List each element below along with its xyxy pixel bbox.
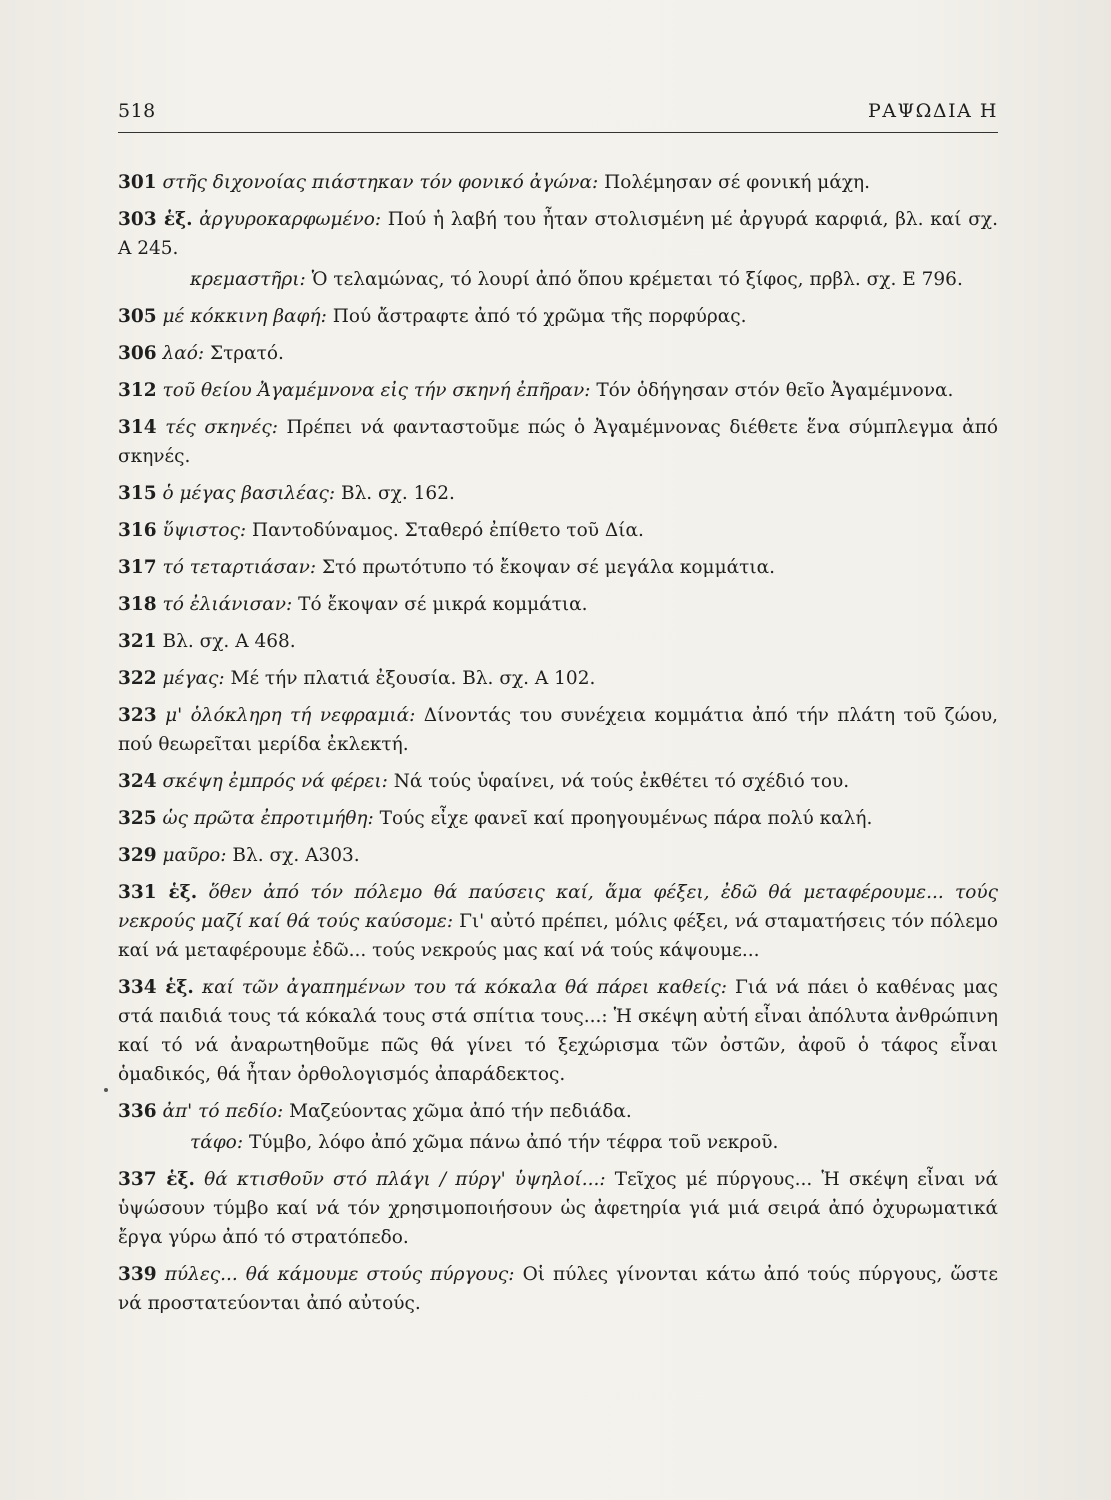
note-324 [118,767,998,796]
note-number: 316 [118,520,157,541]
note-number: 305 [118,306,157,327]
note-text: Ὁ τελαμώνας, τό λουρί ἀπό ὅπου κρέμεται τό ξίφος, πρβλ. σχ. Ε 796. [305,269,963,290]
commentary-notes [118,168,998,1326]
note-317 [118,553,998,582]
note-number: 322 [118,668,157,689]
note-text: Πρέπει νά φανταστοῦμε πώς ὁ Ἀγαμέμνονας διέθετε ἕνα σύμπλεγμα ἀπό σκηνές. [118,417,999,467]
note-lemma: μαῦρο: [162,845,227,866]
note-315 [118,479,998,508]
note-322 [118,664,998,693]
note-text: Οἱ πύλες γίνονται κάτω ἀπό τούς πύργους, ὥστε νά προστατεύονται ἀπό αὐτούς. [118,1264,999,1314]
note-331 [118,878,998,965]
note-lemma: μέ κόκκινη βαφή: [162,306,327,327]
note-number: 312 [118,380,157,401]
note-number: 331 ἑξ. [118,882,198,903]
note-text: Πολέμησαν σέ φονική μάχη. [598,172,870,193]
note-316 [118,516,998,545]
note-lemma: ὁ μέγας βασιλέας: [162,483,336,504]
note-text: Βλ. σχ. 162. [335,483,455,504]
note-lemma: μ' ὁλόκληρη τή νεφραμιά: [165,705,416,726]
note-text: Δίνοντάς του συνέχεια κομμάτια ἀπό τήν πλάτη τοῦ ζώου, πού θεωρεῖται μερίδα ἐκλεκτή. [118,705,998,755]
note-321 [118,627,998,656]
note-text: Παντοδύναμος. Σταθερό ἐπίθετο τοῦ Δία. [246,520,644,541]
note-text: Τό ἔκοψαν σέ μικρά κομμάτια. [292,594,588,615]
note-number: 325 [118,808,157,829]
note-312 [118,376,998,405]
note-number: 339 [118,1264,157,1285]
note-303 [118,205,998,263]
note-number: 315 [118,483,157,504]
note-text: Γι' αὐτό πρέπει, μόλις φέξει, νά σταματήσεις τόν πόλεμο καί νά μεταφέρουμε ἐδῶ... τούς νεκρούς μας καί νά τούς κάψουμε... [118,911,998,961]
note-323 [118,701,998,759]
note-number: 318 [118,594,157,615]
note-lemma: στῆς διχονοίας πιάστηκαν τόν φονικό ἀγώνα: [162,172,599,193]
note-lemma: ὡς πρῶτα ἐπροτιμήθη: [162,808,374,829]
note-number: 306 [118,343,157,364]
note-text: Μέ τήν πλατιά ἐξουσία. Βλ. σχ. Α 102. [224,668,596,689]
note-text: Στρατό. [204,343,284,364]
note-lemma: τό τεταρτιάσαν: [162,557,317,578]
note-text: Βλ. σχ. Α 468. [162,631,296,652]
note-lemma: τοῦ θείου Ἀγαμέμνονα εἰς τήν σκηνή ἐπῆραν: [162,380,591,401]
note-339 [118,1260,998,1318]
note-lemma: θά κτισθοῦν στό πλάγι / πύργ' ὑψηλοί...: [204,1169,606,1190]
note-number: 314 [118,417,157,438]
note-text: Μαζεύοντας χῶμα ἀπό τήν πεδιάδα. [283,1101,632,1122]
note-305 [118,302,998,331]
note-301 [118,168,998,197]
note-336-sub [118,1128,998,1157]
note-lemma: τό ἐλιάνισαν: [162,594,293,615]
page-number: 518 [118,100,156,122]
note-lemma: μέγας: [162,668,225,689]
note-lemma: κρεμαστῆρι: [190,269,306,290]
note-text: Πού ἄστραφτε ἀπό τό χρῶμα τῆς πορφύρας. [326,306,747,327]
note-lemma: πύλες... θά κάμουμε στούς πύργους: [164,1264,515,1285]
note-314 [118,413,998,471]
note-text: Στό πρωτότυπο τό ἔκοψαν σέ μεγάλα κομμάτια. [316,557,775,578]
note-318 [118,590,998,619]
note-303-sub [118,265,998,294]
note-text: Τούς εἶχε φανεῖ καί προηγουμένως πάρα πολύ καλή. [373,808,873,829]
note-text: Νά τούς ὑφαίνει, νά τούς ἐκθέτει τό σχέδιό του. [387,771,850,792]
note-number: 336 [118,1101,157,1122]
note-lemma: καί τῶν ἀγαπημένων του τά κόκαλα θά πάρει καθείς: [201,977,727,998]
note-text: Γιά νά πάει ὁ καθένας μας στά παιδιά τους τά κόκαλά τους στά σπίτια τους...: Ἡ σκέψη αὐτή εἶναι ἀπόλυτα ἀνθρώπινη καί τό νά ἀναρωτηθοῦμε πῶς θά γίνει τό ξεχώρισμα τῶν ὀστῶν, ἀφοῦ ὁ τάφος εἶναι ὁμαδικός, θά ἦταν ὀρθολογισμός ἀπαράδεκτος. [118,977,998,1085]
page-header [118,100,998,133]
note-number: 301 [118,172,157,193]
note-number: 329 [118,845,157,866]
note-text: Βλ. σχ. Α303. [226,845,360,866]
note-329 [118,841,998,870]
note-number: 323 [118,705,157,726]
note-text: Τεῖχος μέ πύργους... Ἡ σκέψη εἶναι νά ὑψώσουν τύμβο καί νά τόν χρησιμοποιήσουν ὡς ἀφετηρία γιά μιά σειρά ἀπό ὀχυρωματικά ἔργα γύρω ἀπό τό στρατόπεδο. [118,1169,998,1248]
note-334 [118,973,998,1089]
note-text: Τόν ὁδήγησαν στόν θεῖο Ἀγαμέμνονα. [590,380,954,401]
note-lemma: σκέψη ἐμπρός νά φέρει: [162,771,388,792]
note-lemma: ἀπ' τό πεδίο: [162,1101,284,1122]
note-number: 317 [118,557,157,578]
note-number: 324 [118,771,157,792]
note-337 [118,1165,998,1252]
print-speck [104,1088,108,1092]
chapter-title: ΡΑΨΩΔΙΑ Η [868,100,998,122]
note-lemma: ἀργυροκαρφωμένο: [199,209,382,230]
note-number: 303 ἑξ. [118,209,193,230]
note-text: Τύμβο, λόφο ἀπό χῶμα πάνω ἀπό τήν τέφρα τοῦ νεκροῦ. [243,1132,779,1153]
note-number: 334 ἑξ. [118,977,194,998]
note-text: Πού ἡ λαβή του ἦταν στολισμένη μέ ἀργυρά καρφιά, βλ. καί σχ. Α 245. [118,209,998,259]
note-lemma: τάφο: [190,1132,244,1153]
note-number: 321 [118,631,157,652]
note-325 [118,804,998,833]
note-lemma: τές σκηνές: [165,417,278,438]
note-lemma: ὕψιστος: [162,520,247,541]
note-lemma: ὅθεν ἀπό τόν πόλεμο θά παύσεις καί, ἅμα φέξει, ἐδῶ θά μεταφέρουμε... τούς νεκρούς μαζί καί θά τούς καύσομε: [118,882,999,932]
note-number: 337 ἑξ. [118,1169,195,1190]
note-336 [118,1097,998,1126]
note-306 [118,339,998,368]
note-lemma: λαό: [162,343,205,364]
